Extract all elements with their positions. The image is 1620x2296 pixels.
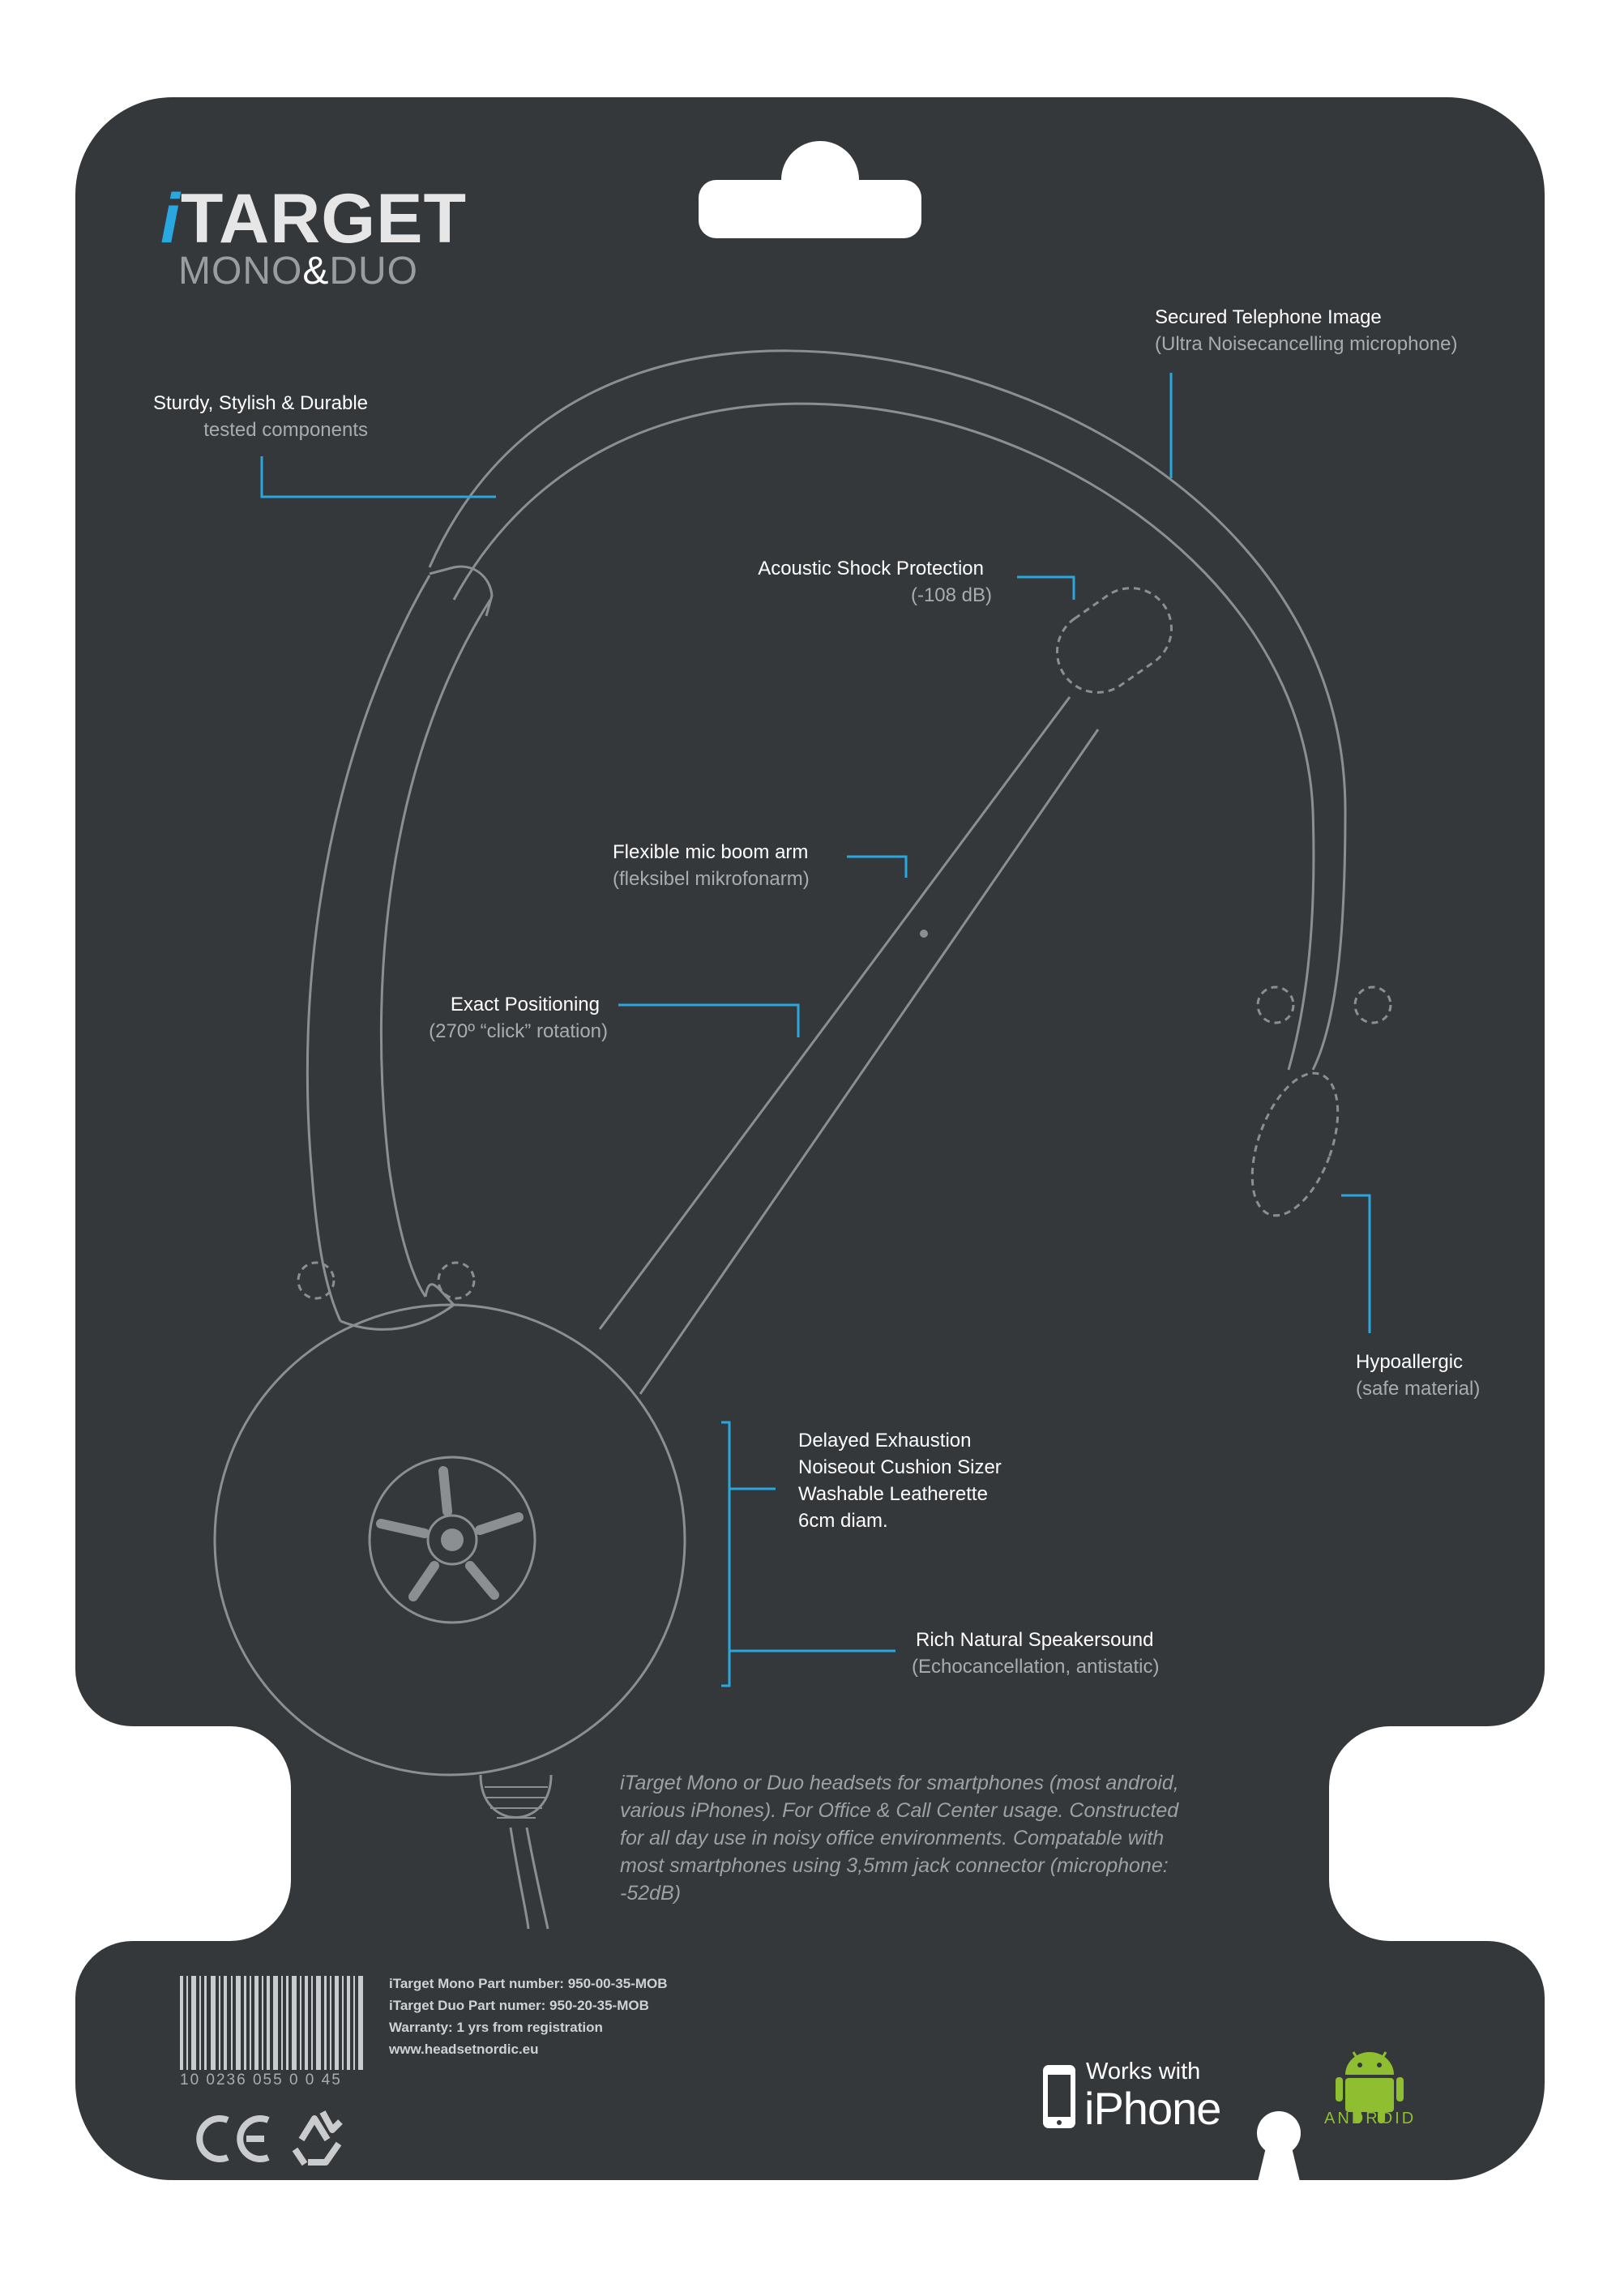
brand-logo bbox=[160, 180, 468, 258]
brand-sub-mono: MONO bbox=[178, 250, 303, 293]
callout-cushion-line1: Delayed Exhaustion bbox=[798, 1430, 972, 1452]
callout-sturdy-sub: tested components bbox=[203, 419, 368, 441]
callout-flexible-sub: (fleksibel mikrofonarm) bbox=[613, 868, 810, 890]
callout-sturdy-title: Sturdy, Stylish & Durable bbox=[153, 392, 368, 414]
part-number-mono: iTarget Mono Part number: 950-00-35-MOB bbox=[389, 1976, 668, 1991]
website-text: www.headsetnordic.eu bbox=[389, 2042, 539, 2057]
callout-secured-title: Secured Telephone Image bbox=[1155, 306, 1382, 328]
iphone-label: iPhone bbox=[1084, 2083, 1221, 2134]
mic-boom-dot bbox=[920, 930, 928, 938]
brand-logo-i: i bbox=[160, 180, 181, 258]
callout-acoustic-title: Acoustic Shock Protection bbox=[758, 558, 984, 579]
brand-sub-logo bbox=[178, 251, 418, 292]
works-with-label: Works with bbox=[1086, 2059, 1201, 2084]
callout-speaker-sub: (Echocancellation, antistatic) bbox=[912, 1656, 1160, 1678]
product-description: iTarget Mono or Duo headsets for smartphones (most android, various iPhones). For Office & Call Center usage. Constructed for all day use in noisy office environments. Compatable with most smartphones using 3,5mm jack connector (microphone: -52dB) bbox=[620, 1772, 1179, 1905]
brand-logo-rest: TARGET bbox=[180, 180, 468, 258]
callout-hypo-sub: (safe material) bbox=[1356, 1378, 1481, 1400]
speaker-center-dot bbox=[441, 1529, 464, 1551]
callout-speaker-title: Rich Natural Speakersound bbox=[916, 1629, 1154, 1651]
callout-hypo-title: Hypoallergic bbox=[1356, 1351, 1464, 1373]
parts-info bbox=[389, 1973, 668, 2060]
warranty-text: Warranty: 1 yrs from registration bbox=[389, 2020, 603, 2035]
callout-exact-sub: (270º “click” rotation) bbox=[429, 1020, 608, 1042]
callout-exact-title: Exact Positioning bbox=[450, 994, 600, 1015]
part-number-duo: iTarget Duo Part numer: 950-20-35-MOB bbox=[389, 1998, 649, 2013]
brand-sub-duo: DUO bbox=[329, 250, 419, 293]
callout-secured-sub: (Ultra Noisecancelling microphone) bbox=[1155, 333, 1458, 355]
phone-icon bbox=[1043, 2065, 1075, 2128]
android-label: ANDROID bbox=[1324, 2110, 1417, 2127]
callout-flexible-title: Flexible mic boom arm bbox=[613, 841, 809, 863]
brand-sub-amp: & bbox=[302, 250, 330, 293]
callout-cushion-line4: 6cm diam. bbox=[798, 1510, 888, 1532]
callout-cushion-line2: Noiseout Cushion Sizer bbox=[798, 1456, 1002, 1478]
barcode-number: 10 0236 055 0 0 45 bbox=[180, 2072, 342, 2089]
callout-cushion-line3: Washable Leatherette bbox=[798, 1483, 988, 1505]
callout-acoustic-sub: (-108 dB) bbox=[910, 584, 992, 606]
